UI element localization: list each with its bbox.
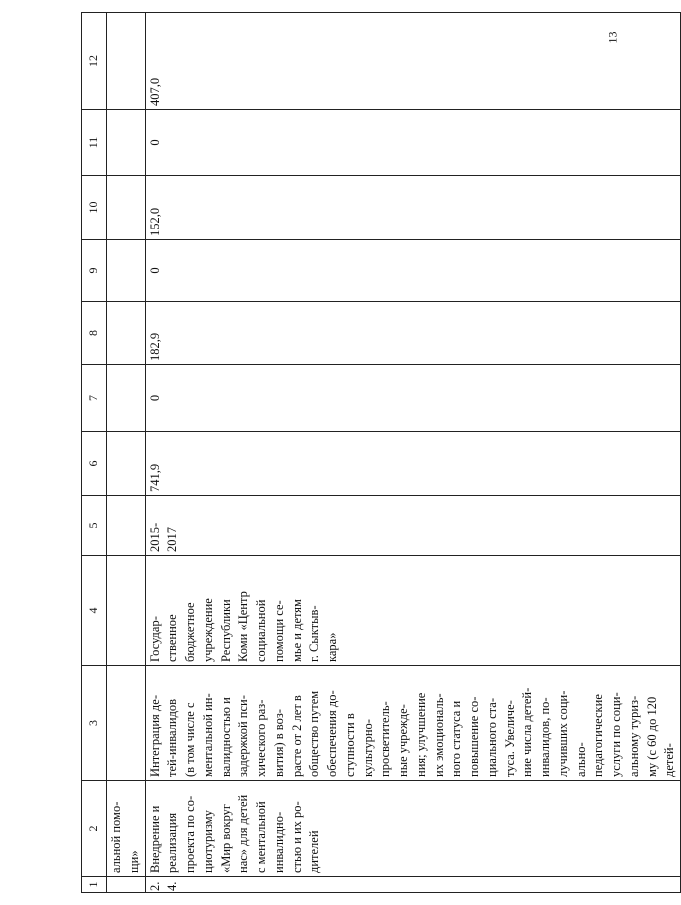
cell-line: Интеграция де- xyxy=(147,695,162,777)
cell-line: ные учрежде- xyxy=(396,704,410,777)
cell-line: бюджетное xyxy=(183,602,197,662)
period-cell xyxy=(145,496,681,556)
column-number: 3 xyxy=(82,666,107,781)
cell-line: повышение со- xyxy=(467,696,481,777)
column-number: 5 xyxy=(82,496,107,556)
cell-line: дителей xyxy=(307,830,322,873)
column-number: 6 xyxy=(82,432,107,496)
table-cell xyxy=(107,302,146,365)
cell-line: их эмоциональ- xyxy=(431,693,446,777)
cell-line: г. Сыктыв- xyxy=(307,605,322,662)
cell-line: кара» xyxy=(325,632,339,662)
table-cell xyxy=(107,240,146,302)
value-cell-col8: 182,9 xyxy=(145,302,681,365)
data-table xyxy=(81,12,681,893)
column-number: 10 xyxy=(82,176,107,240)
cell-line: щи» xyxy=(126,850,141,873)
continuation-row xyxy=(107,13,146,893)
cell-line: Внедрение и xyxy=(147,805,162,873)
cell-line: альному туриз- xyxy=(626,695,641,777)
column-number: 11 xyxy=(82,110,107,176)
cell-line: ние числа детей- xyxy=(520,687,535,777)
cell-line: тей-инвалидов xyxy=(165,698,180,777)
cell-line: циального ста- xyxy=(484,698,499,777)
table-cell xyxy=(107,365,146,432)
cell-line: проекта по со- xyxy=(183,795,197,873)
cell-line: обеспечения до- xyxy=(325,690,339,777)
column-number: 2 xyxy=(82,781,107,877)
cell-line: ально- xyxy=(573,742,588,777)
cell-line: «Мир вокруг xyxy=(218,803,233,873)
value-cell-col6: 741,9 xyxy=(145,432,681,496)
cell-line: расте от 2 лет в xyxy=(289,695,304,777)
page-number: 13 xyxy=(605,31,620,44)
cell-line: культурно- xyxy=(360,719,375,777)
cell-line: валидностью и xyxy=(218,697,233,777)
cell-line: хического раз- xyxy=(254,699,268,777)
value-cell-col7: 0 xyxy=(145,365,681,432)
column-number: 12 xyxy=(82,13,107,110)
table-row xyxy=(145,13,681,893)
cell-line: лучивших соци- xyxy=(555,690,570,777)
cell-line: инвалидов, по- xyxy=(538,697,552,777)
cell-line: детей- xyxy=(662,743,677,777)
cell-line: ного статуса и xyxy=(449,700,464,777)
cell-line: учреждение xyxy=(200,598,215,662)
cell-line: ственное xyxy=(165,614,180,662)
cell-line: 2017 xyxy=(165,527,180,552)
cell-line: стью и их ро- xyxy=(289,801,304,873)
measure-cell xyxy=(145,781,681,877)
table-cell xyxy=(107,556,146,666)
value-cell-col11: 0 xyxy=(145,110,681,176)
table-cell xyxy=(107,666,146,781)
cell-line: реализация xyxy=(165,812,180,873)
cell-line: педагогические xyxy=(591,694,606,777)
cell-line: ния; улучшение xyxy=(413,692,428,777)
cell-line: (в том числе с xyxy=(183,702,197,777)
value-cell-col12: 407,0 xyxy=(145,13,681,110)
goal-cell xyxy=(145,666,681,781)
cell-line: услуги по соци- xyxy=(609,692,623,777)
table-cell xyxy=(107,176,146,240)
cell-line: помощи се- xyxy=(271,600,286,662)
value-cell-col10: 152,0 xyxy=(145,176,681,240)
cell-line: му (с 60 до 120 xyxy=(644,696,659,777)
row-number-cell: 2.4. xyxy=(145,877,681,893)
executor-cell xyxy=(145,556,681,666)
cell-line: мье и детям xyxy=(289,599,304,662)
column-number: 7 xyxy=(82,365,107,432)
cell-line: альной помо- xyxy=(109,801,123,873)
continuation-text-cell xyxy=(107,781,146,877)
column-number-row xyxy=(82,13,107,893)
cell-line: Государ- xyxy=(147,616,162,662)
value-cell-col9: 0 xyxy=(145,240,681,302)
column-number: 4 xyxy=(82,556,107,666)
cell-line: ментальной ин- xyxy=(200,693,215,777)
cell-line: с ментальной xyxy=(254,801,268,873)
table-cell xyxy=(107,877,146,893)
cell-line: туса. Увеличе- xyxy=(502,700,517,777)
cell-line: инвалидно- xyxy=(271,811,286,873)
cell-line: просветитель- xyxy=(378,701,393,777)
table-cell xyxy=(107,110,146,176)
column-number: 8 xyxy=(82,302,107,365)
table-cell xyxy=(107,496,146,556)
cell-line: нас» для детей xyxy=(236,794,251,873)
column-number: 1 xyxy=(82,877,107,893)
cell-line: Коми «Центр xyxy=(236,591,251,662)
cell-line: вития) в воз- xyxy=(271,709,286,777)
cell-line: общество путем xyxy=(307,690,322,777)
table-cell xyxy=(107,13,146,110)
column-number: 9 xyxy=(82,240,107,302)
cell-line: Республики xyxy=(218,599,233,662)
cell-line: социальной xyxy=(254,599,268,662)
cell-line: задержкой пси- xyxy=(236,695,251,777)
cell-line: 2015- xyxy=(147,522,162,552)
cell-line: циотуризму xyxy=(200,810,215,873)
table-cell xyxy=(107,432,146,496)
cell-line: ступности в xyxy=(342,713,357,777)
